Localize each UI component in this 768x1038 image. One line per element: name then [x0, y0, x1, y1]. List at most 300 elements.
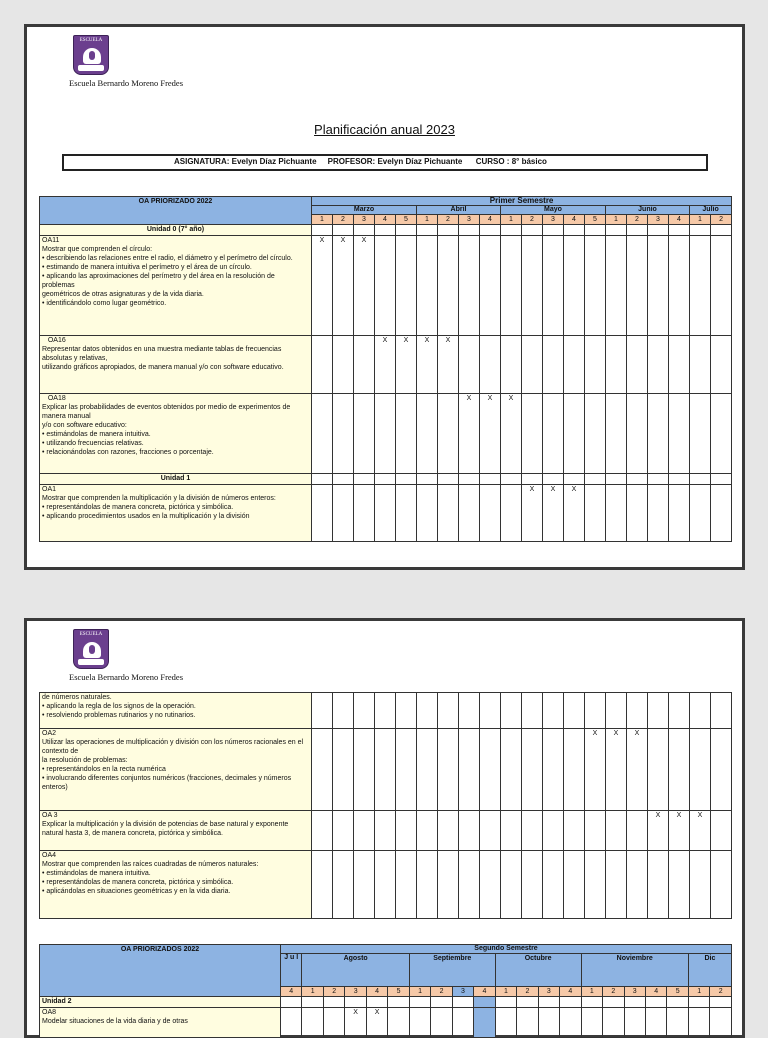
- oa-text-line: • aplicando la regla de los signos de la operación.: [42, 703, 196, 710]
- week-cell: [501, 693, 522, 729]
- week-cell: [323, 997, 344, 1008]
- week-number: 2: [438, 215, 459, 225]
- week-cell: [438, 729, 459, 811]
- oa-text-line: • aplicando procedimientos usados en la multiplicación y la división: [42, 513, 250, 520]
- page-2: [24, 618, 745, 1038]
- week-number: 5: [396, 215, 417, 225]
- week-number: 4: [281, 987, 302, 997]
- week-cell: [459, 474, 480, 485]
- week-cell: [543, 729, 564, 811]
- week-cell: [302, 997, 323, 1008]
- oa-code: OA1: [42, 486, 57, 493]
- week-mark: X: [459, 394, 480, 474]
- week-cell: [585, 485, 606, 542]
- oa-row: [40, 811, 732, 851]
- week-cell: [480, 236, 501, 336]
- week-mark: X: [333, 236, 354, 336]
- week-number: 3: [543, 215, 564, 225]
- week-number: 2: [517, 987, 538, 997]
- week-cell: [603, 1008, 624, 1038]
- week-cell: [564, 236, 585, 336]
- week-cell: [585, 851, 606, 919]
- oa-code: OA18: [42, 395, 66, 402]
- week-cell: [564, 394, 585, 474]
- week-mark: X: [375, 336, 396, 394]
- week-cell: [711, 336, 732, 394]
- week-cell: [606, 336, 627, 394]
- week-cell: [459, 225, 480, 236]
- week-cell: [495, 1008, 516, 1038]
- oa-text-line: de números naturales.: [42, 694, 112, 701]
- week-cell: [711, 394, 732, 474]
- week-cell: [585, 693, 606, 729]
- week-cell: [501, 236, 522, 336]
- week-number: 2: [603, 987, 624, 997]
- week-mark: X: [396, 336, 417, 394]
- week-cell: [375, 811, 396, 851]
- week-cell: [417, 394, 438, 474]
- week-cell: [459, 729, 480, 811]
- week-cell: [627, 811, 648, 851]
- week-cell: [409, 997, 430, 1008]
- month-julio: Julio: [690, 206, 732, 215]
- oa-row: [40, 336, 732, 394]
- week-number: 2: [333, 215, 354, 225]
- week-cell: [459, 236, 480, 336]
- week-cell: [648, 474, 669, 485]
- week-cell: [648, 236, 669, 336]
- oa-row: [40, 851, 732, 919]
- month-agosto: Agosto: [302, 954, 409, 987]
- course-info: ASIGNATURA: Evelyn Díaz Pichuante PROFESOR: Evelyn Díaz Pichuante CURSO : 8° básico: [62, 154, 708, 171]
- week-cell: [501, 474, 522, 485]
- week-cell: [603, 997, 624, 1008]
- week-cell: [564, 851, 585, 919]
- week-cell: [560, 1008, 581, 1038]
- week-cell: [669, 693, 690, 729]
- oa-text-line: • representándolas de manera concreta, pictórica y simbólica.: [42, 504, 234, 511]
- week-number: 1: [312, 215, 333, 225]
- week-cell: [606, 693, 627, 729]
- week-cell: [375, 851, 396, 919]
- week-cell: [375, 394, 396, 474]
- week-cell: [624, 997, 645, 1008]
- week-cell: [627, 236, 648, 336]
- week-cell: [333, 474, 354, 485]
- week-cell: [543, 851, 564, 919]
- week-cell: [438, 851, 459, 919]
- oa-text-line: Explicar las probabilidades de eventos obtenidos por medio de experimentos de manera manual: [42, 404, 291, 420]
- week-cell: [396, 236, 417, 336]
- week-cell: [690, 225, 711, 236]
- week-cell: [585, 394, 606, 474]
- week-cell: [354, 225, 375, 236]
- week-cell: [585, 336, 606, 394]
- week-cell: [669, 225, 690, 236]
- oa-row: [40, 729, 732, 811]
- week-cell: [375, 693, 396, 729]
- week-mark: X: [522, 485, 543, 542]
- oa-row: [40, 485, 732, 542]
- week-cell: [710, 997, 732, 1008]
- week-cell: [375, 474, 396, 485]
- week-cell: [281, 1008, 302, 1038]
- week-number: 4: [375, 215, 396, 225]
- week-cell: [669, 236, 690, 336]
- week-cell: [438, 474, 459, 485]
- week-cell: [354, 693, 375, 729]
- week-cell: [417, 811, 438, 851]
- week-cell: [417, 485, 438, 542]
- week-cell: [375, 236, 396, 336]
- week-cell: [480, 225, 501, 236]
- oa-code: OA8: [42, 1009, 57, 1016]
- week-cell: [501, 851, 522, 919]
- planning-table-continued: [39, 692, 732, 919]
- week-cell: [345, 997, 366, 1008]
- week-cell: [480, 693, 501, 729]
- week-cell: [438, 394, 459, 474]
- unit-label: Unidad 2: [40, 997, 281, 1008]
- week-cell: [354, 729, 375, 811]
- oa-description: [40, 1008, 281, 1038]
- week-number: 2: [323, 987, 344, 997]
- week-cell: [581, 997, 602, 1008]
- week-cell: [354, 336, 375, 394]
- week-cell: [452, 1008, 473, 1038]
- week-number: 4: [480, 215, 501, 225]
- week-cell: [396, 811, 417, 851]
- week-cell: [417, 851, 438, 919]
- week-cell: [690, 336, 711, 394]
- week-cell: [522, 336, 543, 394]
- week-cell: [606, 851, 627, 919]
- oa-text-line: Modelar situaciones de la vida diaria y de otras: [42, 1018, 188, 1025]
- week-cell: [396, 693, 417, 729]
- week-cell: [606, 394, 627, 474]
- oa-text-line: • resolviendo problemas rutinarios y no rutinarios.: [42, 712, 196, 719]
- oa-row: [40, 236, 732, 336]
- week-cell: [690, 693, 711, 729]
- page-title: Planificación anual 2023: [314, 122, 455, 137]
- week-cell: [627, 336, 648, 394]
- week-cell: [396, 851, 417, 919]
- week-number: 2: [522, 215, 543, 225]
- week-cell: [312, 225, 333, 236]
- week-cell: [459, 851, 480, 919]
- week-mark: X: [543, 485, 564, 542]
- week-cell: [522, 225, 543, 236]
- week-cell: [438, 811, 459, 851]
- week-cell: [711, 236, 732, 336]
- week-cell: [648, 394, 669, 474]
- week-mark: X: [690, 811, 711, 851]
- oa-text-line: Representar datos obtenidos en una muestra mediante tablas de frecuencias absolutas y relativas,: [42, 346, 282, 362]
- week-cell: [645, 997, 666, 1008]
- week-cell: [431, 997, 452, 1008]
- week-mark: X: [366, 1008, 387, 1038]
- week-cell: [438, 485, 459, 542]
- oa-description: [40, 729, 312, 811]
- week-mark: X: [648, 811, 669, 851]
- oa-text-line: • aplicando las aproximaciones del perímetro y del área en la resolución de problemas: [42, 273, 275, 289]
- week-number: 3: [538, 987, 559, 997]
- week-number: 3: [624, 987, 645, 997]
- week-cell: [459, 693, 480, 729]
- school-logo: ESCUELA: [73, 629, 109, 669]
- week-mark: X: [312, 236, 333, 336]
- week-cell: [333, 394, 354, 474]
- week-number: 1: [688, 987, 709, 997]
- week-cell: [417, 474, 438, 485]
- week-number: 3: [459, 215, 480, 225]
- week-cell: [538, 997, 559, 1008]
- week-cell: [480, 336, 501, 394]
- week-number: 1: [409, 987, 430, 997]
- week-cell: [522, 729, 543, 811]
- week-cell: [480, 851, 501, 919]
- week-cell: [688, 1008, 709, 1038]
- week-cell: [409, 1008, 430, 1038]
- week-cell: [627, 225, 648, 236]
- week-cell: [538, 1008, 559, 1038]
- week-cell: [564, 225, 585, 236]
- week-cell: [417, 236, 438, 336]
- week-cell: [452, 997, 473, 1008]
- week-cell: [648, 225, 669, 236]
- week-cell: [543, 336, 564, 394]
- oa-text-line: Mostrar que comprenden las raíces cuadradas de números naturales:: [42, 861, 259, 868]
- week-cell: [711, 693, 732, 729]
- week-number: 1: [501, 215, 522, 225]
- week-cell: [606, 485, 627, 542]
- week-cell: [669, 474, 690, 485]
- week-cell: [323, 1008, 344, 1038]
- week-number: 4: [366, 987, 387, 997]
- week-cell: [669, 394, 690, 474]
- week-cell: [396, 729, 417, 811]
- week-cell: [333, 693, 354, 729]
- oa-code: OA11: [42, 237, 60, 244]
- week-cell: [281, 997, 302, 1008]
- week-cell: [585, 225, 606, 236]
- semester-label: Segundo Semestre: [281, 945, 732, 954]
- week-number: 2: [710, 987, 732, 997]
- oa-code: OA16: [42, 337, 66, 344]
- week-number: 5: [388, 987, 409, 997]
- week-cell: [564, 811, 585, 851]
- week-cell: [564, 474, 585, 485]
- school-logo: ESCUELA: [73, 35, 109, 75]
- week-cell: [627, 485, 648, 542]
- week-cell: [711, 225, 732, 236]
- oa-text-line: Explicar la multiplicación y la división de potencias de base natural y exponente natural hasta 3, de manera concreta, pictórica y simbólica.: [42, 821, 289, 837]
- week-cell: [543, 394, 564, 474]
- week-cell: [543, 811, 564, 851]
- week-cell: [388, 997, 409, 1008]
- week-mark: X: [480, 394, 501, 474]
- week-cell: [645, 1008, 666, 1038]
- week-cell: [438, 236, 459, 336]
- week-cell: [480, 474, 501, 485]
- oa-description: [40, 485, 312, 542]
- week-cell: [669, 729, 690, 811]
- week-number: 4: [560, 987, 581, 997]
- unit-row: [40, 225, 732, 236]
- week-cell: [333, 336, 354, 394]
- oa-text-line: • relacionándolas con razones, fracciones o porcentaje.: [42, 449, 214, 456]
- week-cell: [501, 811, 522, 851]
- oa-description: [40, 851, 312, 919]
- week-cell: [690, 236, 711, 336]
- week-cell: [690, 851, 711, 919]
- week-cell: [354, 811, 375, 851]
- week-number: 4: [564, 215, 585, 225]
- week-number: 5: [585, 215, 606, 225]
- week-cell: [501, 729, 522, 811]
- week-cell: [480, 811, 501, 851]
- month-dic: Dic: [688, 954, 731, 987]
- unit-row: [40, 474, 732, 485]
- oa-header: OA PRIORIZADO 2022: [40, 197, 312, 225]
- week-number: 4: [645, 987, 666, 997]
- week-mark: X: [345, 1008, 366, 1038]
- school-name: Escuela Bernardo Moreno Fredes: [69, 78, 184, 88]
- week-number: 4: [474, 987, 495, 997]
- week-cell: [417, 225, 438, 236]
- month-junio: Junio: [606, 206, 690, 215]
- week-cell: [585, 474, 606, 485]
- week-cell: [438, 693, 459, 729]
- week-cell: [312, 811, 333, 851]
- week-cell: [606, 811, 627, 851]
- week-cell: [648, 693, 669, 729]
- oa-header: OA PRIORIZADOS 2022: [40, 945, 281, 997]
- week-number: 5: [667, 987, 688, 997]
- week-cell: [501, 225, 522, 236]
- week-cell: [474, 997, 495, 1008]
- week-mark: X: [417, 336, 438, 394]
- unit-label: Unidad 1: [40, 474, 312, 485]
- oa-text-line: geométricos de otras asignaturas y de la vida diaria.: [42, 291, 204, 298]
- month-noviembre: Noviembre: [581, 954, 688, 987]
- week-cell: [480, 729, 501, 811]
- week-cell: [354, 394, 375, 474]
- week-cell: [501, 336, 522, 394]
- week-cell: [312, 336, 333, 394]
- oa-code: OA4: [42, 852, 57, 859]
- week-cell: [522, 236, 543, 336]
- week-cell: [648, 336, 669, 394]
- week-cell: [522, 851, 543, 919]
- month-septiembre: Septiembre: [409, 954, 495, 987]
- week-cell: [585, 811, 606, 851]
- week-cell: [459, 811, 480, 851]
- week-cell: [669, 336, 690, 394]
- week-cell: [333, 729, 354, 811]
- week-mark: X: [354, 236, 375, 336]
- oa-description: [40, 236, 312, 336]
- week-cell: [690, 729, 711, 811]
- week-cell: [711, 474, 732, 485]
- week-cell: [560, 997, 581, 1008]
- week-cell: [648, 485, 669, 542]
- week-mark: X: [501, 394, 522, 474]
- week-cell: [333, 851, 354, 919]
- week-cell: [354, 474, 375, 485]
- week-number: 3: [452, 987, 473, 997]
- oa-description: [40, 811, 312, 851]
- week-cell: [302, 1008, 323, 1038]
- week-cell: [564, 693, 585, 729]
- oa-description: [40, 693, 312, 729]
- week-cell: [431, 1008, 452, 1038]
- week-cell: [333, 225, 354, 236]
- week-cell: [312, 394, 333, 474]
- week-cell: [690, 394, 711, 474]
- oa-code: OA2: [42, 730, 57, 737]
- unit-row: [40, 997, 732, 1008]
- week-number: 1: [495, 987, 516, 997]
- week-cell: [459, 485, 480, 542]
- week-mark: X: [627, 729, 648, 811]
- week-cell: [312, 729, 333, 811]
- week-cell: [522, 811, 543, 851]
- week-cell: [627, 394, 648, 474]
- week-number: 2: [627, 215, 648, 225]
- oa-row: [40, 1008, 732, 1038]
- week-cell: [581, 1008, 602, 1038]
- oa-text-line: • identificándolo como lugar geométrico.: [42, 300, 167, 307]
- week-cell: [564, 336, 585, 394]
- month-abril: Abril: [417, 206, 501, 215]
- week-number: 2: [431, 987, 452, 997]
- week-cell: [624, 1008, 645, 1038]
- week-cell: [606, 236, 627, 336]
- week-cell: [627, 474, 648, 485]
- oa-text-line: • representándolos en la recta numérica: [42, 766, 166, 773]
- week-cell: [517, 997, 538, 1008]
- oa-text-line: • aplicándolas en situaciones geométricas y en la vida diaria.: [42, 888, 231, 895]
- oa-text-line: • representándolas de manera concreta, pictórica y simbólica.: [42, 879, 234, 886]
- oa-text-line: • utilizando frecuencias relativas.: [42, 440, 144, 447]
- week-cell: [312, 485, 333, 542]
- week-number: 4: [669, 215, 690, 225]
- oa-description: [40, 394, 312, 474]
- week-cell: [711, 851, 732, 919]
- oa-text-line: y/o con software educativo:: [42, 422, 127, 429]
- week-cell: [375, 729, 396, 811]
- month-mayo: Mayo: [501, 206, 606, 215]
- week-cell: [366, 997, 387, 1008]
- week-cell: [312, 474, 333, 485]
- page-1: [24, 24, 745, 570]
- week-cell: [543, 225, 564, 236]
- week-cell: [438, 225, 459, 236]
- oa-text-line: • describiendo las relaciones entre el radio, el diámetro y el perímetro del círculo.: [42, 255, 293, 262]
- week-cell: [459, 336, 480, 394]
- week-number: 3: [345, 987, 366, 997]
- week-cell: [333, 811, 354, 851]
- week-cell: [667, 997, 688, 1008]
- oa-text-line: Mostrar que comprenden la multiplicación y la división de números enteros:: [42, 495, 276, 502]
- week-mark: X: [564, 485, 585, 542]
- week-cell: [375, 485, 396, 542]
- week-cell: [312, 693, 333, 729]
- oa-text-line: • involucrando diferentes conjuntos numéricos (fracciones, decimales y números enteros): [42, 775, 292, 791]
- week-cell: [495, 997, 516, 1008]
- semester-label: Primer Semestre: [312, 197, 732, 206]
